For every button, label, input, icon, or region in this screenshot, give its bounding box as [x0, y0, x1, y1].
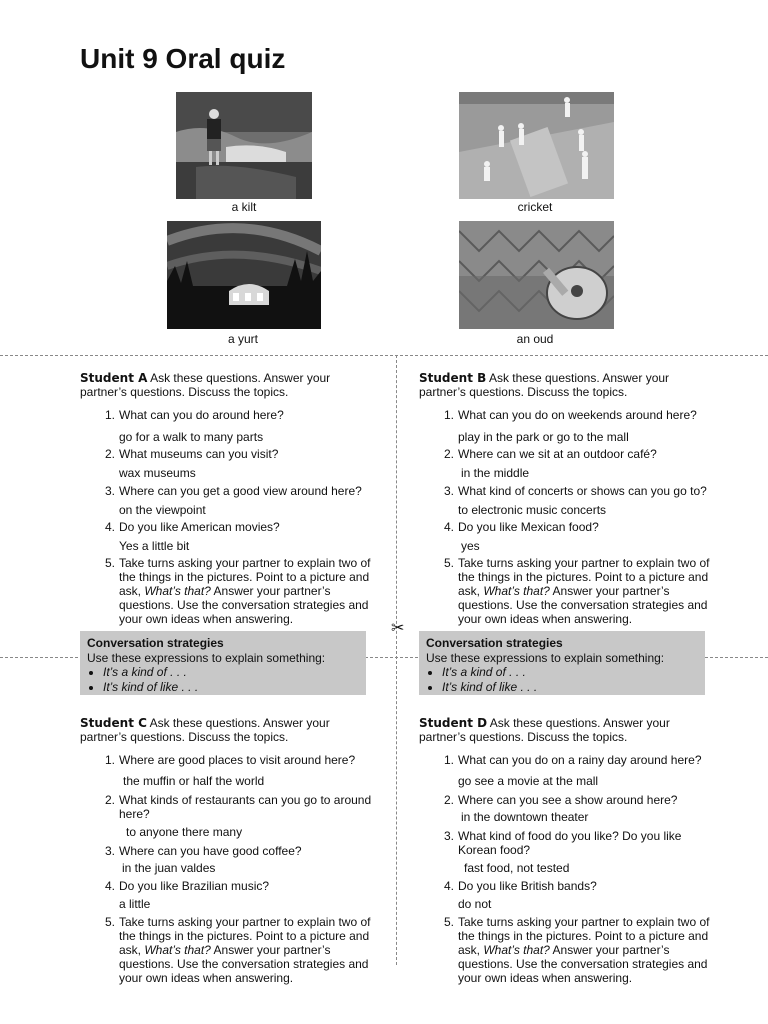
answer-1: play in the park or go to the mall	[458, 430, 629, 444]
answer-1: go see a movie at the mall	[458, 774, 599, 788]
student-a-intro-line2: partner’s questions. Discuss the topics.	[80, 385, 289, 399]
oud-caption: an oud	[516, 332, 554, 346]
student-c-intro-line1: Ask these questions. Answer your	[149, 716, 330, 730]
student-a-intro-line1: Ask these questions. Answer your	[150, 371, 331, 385]
question-3: 3. What kind of food do you like? Do you like Korean food?	[444, 829, 682, 857]
student-c-section	[80, 716, 380, 985]
student-a-label: Student A	[80, 371, 148, 385]
question-3: 3. Where can you get a good view around here?	[105, 484, 362, 498]
student-b-intro	[419, 371, 719, 399]
strategies-intro: Use these expressions to explain something:	[426, 650, 665, 665]
answer-2: in the downtown theater	[461, 810, 589, 824]
page-title: Unit 9 Oral quiz	[80, 43, 286, 74]
cut-line-vertical	[396, 355, 397, 965]
student-b-label: Student B	[419, 371, 487, 385]
conversation-strategies-box-right	[419, 631, 705, 695]
student-d-label: Student D	[419, 716, 488, 730]
student-a-section	[80, 371, 380, 626]
student-d-intro-line2: partner’s questions. Discuss the topics.	[419, 730, 628, 744]
cricket-caption: cricket	[517, 200, 553, 214]
strategy-item: • It’s kind of like . . .	[442, 680, 705, 695]
answer-2: to anyone there many	[126, 825, 243, 839]
student-d-intro-line1: Ask these questions. Answer your	[489, 716, 670, 730]
question-4: 4. Do you like Brazilian music?	[105, 879, 270, 893]
question-2: 2. What kinds of restaurants can you go to around here?	[105, 793, 372, 821]
answer-4: do not	[458, 897, 492, 911]
answer-4: a little	[119, 897, 151, 911]
cricket-photo	[459, 92, 614, 199]
kilt-caption: a kilt	[231, 200, 257, 214]
student-d-section	[419, 716, 719, 985]
student-a-intro	[80, 371, 380, 399]
answer-3: in the juan valdes	[122, 861, 216, 875]
cut-line-top	[0, 355, 768, 356]
question-1: 1. What can you do on weekends around here?	[444, 408, 697, 422]
student-b-intro-line1: Ask these questions. Answer your	[488, 371, 670, 385]
question-4: 4. Do you like American movies?	[105, 520, 280, 534]
answer-2: in the middle	[461, 466, 530, 480]
strategy-item: • It’s a kind of . . .	[103, 665, 366, 680]
student-c-intro-line2: partner’s questions. Discuss the topics.	[80, 730, 289, 744]
scissors-icon: ✂	[391, 620, 405, 637]
question-2: 2. What museums can you visit?	[105, 447, 279, 461]
student-b-section	[419, 371, 719, 626]
answer-3: to electronic music concerts	[458, 503, 607, 517]
answer-2: wax museums	[119, 466, 196, 480]
yurt-caption: a yurt	[227, 332, 258, 346]
question-5: 5. Take turns asking your partner to explain two of the things in the pictures. Point to a picture and ask, What’s that? Answer your partner’s questions. Use the conversation strategies and your own ideas when answering.	[444, 915, 710, 985]
question-1: 1. What can you do around here?	[105, 408, 284, 422]
answer-3: on the viewpoint	[119, 503, 206, 517]
strategies-heading: Conversation strategies	[426, 636, 563, 650]
answer-4: yes	[461, 539, 480, 553]
strategies-intro: Use these expressions to explain something:	[87, 650, 326, 665]
answer-1: go for a walk to many parts	[119, 430, 264, 444]
question-1: 1. Where are good places to visit around here?	[105, 753, 356, 767]
question-3: 3. Where can you have good coffee?	[105, 844, 302, 858]
student-b-intro-line2: partner’s questions. Discuss the topics.	[419, 385, 628, 399]
strategies-heading: Conversation strategies	[87, 636, 224, 650]
question-4: 4. Do you like British bands?	[444, 879, 597, 893]
question-3: 3. What kind of concerts or shows can you go to?	[444, 484, 707, 498]
question-4: 4. Do you like Mexican food?	[444, 520, 599, 534]
oud-photo	[459, 221, 614, 329]
question-5: 5. Take turns asking your partner to explain two of the things in the pictures. Point to a picture and ask, What’s that? Answer your partner’s questions. Use the conversation strategies and your own ideas when answering.	[105, 915, 371, 985]
question-2: 2. Where can we sit at an outdoor café?	[444, 447, 657, 461]
question-1: 1. What can you do on a rainy day around here?	[444, 753, 702, 767]
conversation-strategies-box-left	[80, 631, 366, 695]
kilt-photo	[176, 92, 312, 199]
student-d-intro	[419, 716, 719, 744]
strategy-item: • It’s a kind of . . .	[442, 665, 705, 680]
answer-1: the muffin or half the world	[123, 774, 265, 788]
strategy-item: • It’s kind of like . . .	[103, 680, 366, 695]
answer-3: fast food, not tested	[464, 861, 570, 875]
question-5: 5. Take turns asking your partner to explain two of the things in the pictures. Point to a picture and ask, What’s that? Answer your partner’s questions. Use the conversation strategies and your own ideas when answering.	[105, 556, 371, 626]
answer-4: Yes a little bit	[119, 539, 190, 553]
student-c-intro	[80, 716, 380, 744]
question-5: 5. Take turns asking your partner to explain two of the things in the pictures. Point to a picture and ask, What’s that? Answer your partner’s questions. Use the conversation strategies and your own ideas when answering.	[444, 556, 710, 626]
question-2: 2. Where can you see a show around here?	[444, 793, 678, 807]
yurt-photo	[167, 221, 321, 329]
student-c-label: Student C	[80, 716, 147, 730]
